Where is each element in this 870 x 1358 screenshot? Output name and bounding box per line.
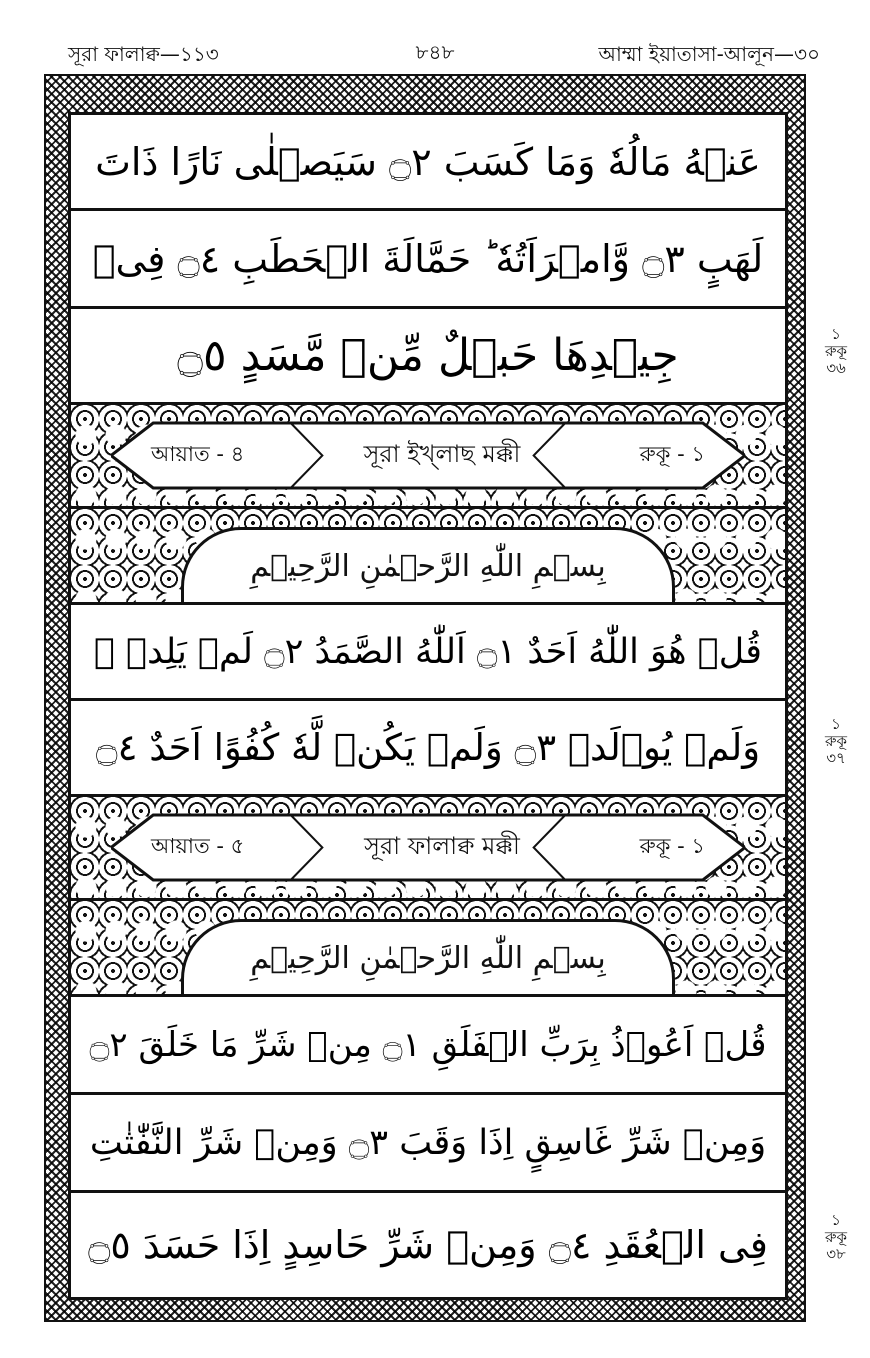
ruku-marker bbox=[816, 716, 856, 767]
ruku-sequence: ৩৮ bbox=[826, 1245, 846, 1263]
ruku-count: রুকূ - ১ bbox=[639, 834, 705, 858]
page-number: ৮৪৮ bbox=[415, 40, 455, 64]
bismillah-text: بِسۡمِ اللّٰهِ الرَّحۡمٰنِ الرَّحِيۡمِ bbox=[250, 548, 606, 584]
verse-line-1 bbox=[71, 115, 785, 211]
verse-line-8 bbox=[71, 1193, 785, 1297]
verse-text: وَلَمۡ يُوۡلَدۡ ۝٣ وَلَمۡ يَكُنۡ لَّهٗ كُفُوًا اَحَدٌ ۝٤ bbox=[95, 726, 761, 769]
verse-line-2 bbox=[71, 211, 785, 309]
verse-line-4 bbox=[71, 605, 785, 701]
ruku-number: ১ bbox=[831, 325, 841, 343]
ruku-label: রুকূ bbox=[824, 1228, 847, 1246]
ruku-sequence: ৩৭ bbox=[826, 749, 846, 767]
bismillah-text: بِسۡمِ اللّٰهِ الرَّحۡمٰنِ الرَّحِيۡمِ bbox=[250, 940, 606, 976]
verse-line-7 bbox=[71, 1095, 785, 1193]
verse-text: قُلۡ هُوَ اللّٰهُ اَحَدٌ ۝١ اَللّٰهُ الصَّمَدُ ۝٢ لَمۡ يَلِدۡ ۙ bbox=[94, 631, 762, 672]
ruku-number: ১ bbox=[831, 1211, 841, 1229]
ruku-label: রুকূ bbox=[824, 342, 847, 360]
verse-line-3 bbox=[71, 309, 785, 405]
surah-title: সূরা ইখ্লাছ মক্কী bbox=[363, 439, 521, 468]
verse-text: لَهَبٍ ۝٣ وَّامۡرَاَتُهٗ ؕ حَمَّالَةَ الۡحَطَبِ ۝٤ فِىۡ bbox=[92, 236, 764, 281]
surah-banner-falaq bbox=[71, 797, 785, 901]
ayat-count: আয়াত - ৫ bbox=[151, 834, 245, 858]
ruku-label: রুকূ bbox=[824, 732, 847, 750]
verse-text: جِيۡدِهَا حَبۡلٌ مِّنۡ مَّسَدٍ ۝٥ bbox=[177, 330, 679, 381]
bismillah-panel bbox=[71, 509, 785, 605]
verse-text: عَنۡهُ مَالُهٗ وَمَا كَسَبَ ۝٢ سَيَصۡلٰى نَارًا ذَاتَ bbox=[95, 139, 761, 184]
ruku-marker bbox=[816, 326, 856, 377]
verse-line-5 bbox=[71, 701, 785, 797]
verse-text: وَمِنۡ شَرِّ غَاسِقٍ اِذَا وَقَبَ ۝٣ وَمِنۡ شَرِّ النَّفّٰثٰتِ bbox=[89, 1122, 767, 1163]
ruku-count: রুকূ - ১ bbox=[639, 442, 705, 466]
ruku-marker bbox=[816, 1212, 856, 1263]
surah-title: সূরা ফালাক্ব মক্কী bbox=[364, 831, 520, 860]
text-frame bbox=[68, 112, 788, 1300]
ayat-count: আয়াত - ৪ bbox=[151, 442, 245, 466]
header-surah: সূরা ফালাক্ব—১১৩ bbox=[68, 42, 219, 66]
surah-banner-ikhlas bbox=[71, 405, 785, 509]
ruku-sequence: ৩৬ bbox=[826, 359, 846, 377]
verse-text: فِى الۡعُقَدِ ۝٤ وَمِنۡ شَرِّ حَاسِدٍ اِذَا حَسَدَ ۝٥ bbox=[88, 1223, 768, 1267]
bismillah-panel bbox=[71, 901, 785, 997]
verse-text: قُلۡ اَعُوۡذُ بِرَبِّ الۡفَلَقِ ۝١ مِنۡ شَرِّ مَا خَلَقَ ۝٢ bbox=[89, 1025, 767, 1065]
header-juz: আম্মা ইয়াতাসা-আলূন—৩০ bbox=[598, 42, 820, 66]
verse-line-6 bbox=[71, 997, 785, 1095]
ruku-number: ১ bbox=[831, 715, 841, 733]
